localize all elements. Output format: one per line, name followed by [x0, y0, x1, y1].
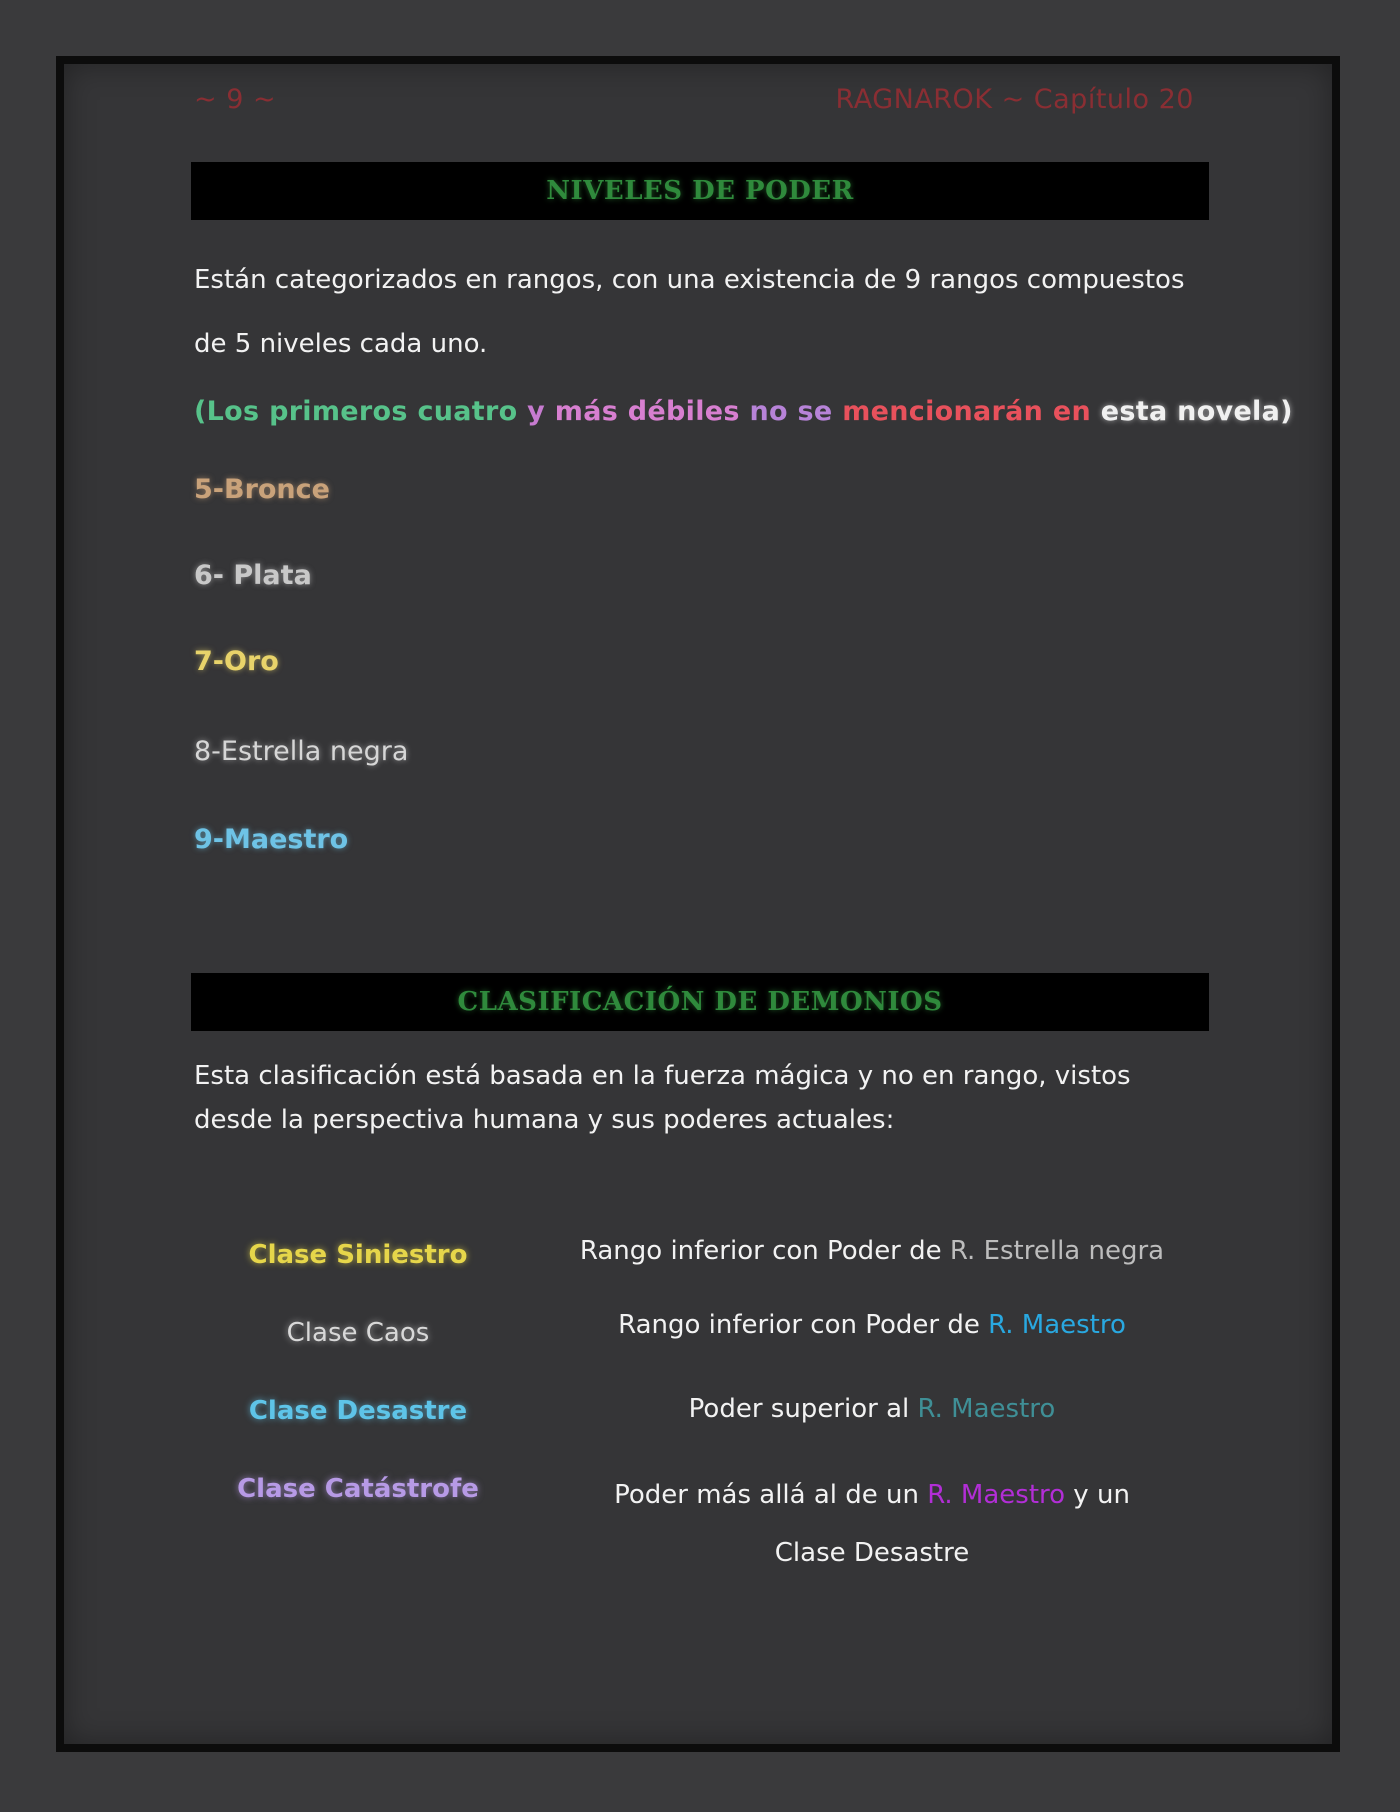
note-part-6: en — [1052, 396, 1101, 427]
desc-text: Poder superior al — [688, 1394, 918, 1424]
class-name: Clase Siniestro — [248, 1240, 468, 1270]
desc-text: Rango inferior con Poder de — [579, 1236, 950, 1266]
rank-item: 9-Maestro — [194, 824, 349, 855]
note-part-1: (Los primeros cuatro — [194, 396, 528, 427]
note-part-2: y — [527, 396, 555, 427]
desc-link: R. Maestro — [927, 1480, 1066, 1510]
page-number: ~ 9 ~ — [194, 84, 277, 115]
section-intro: Están categorizados en rangos, con una existencia de 9 rangos compuestos de 5 niveles cada uno. — [194, 265, 1185, 359]
rank-item: 8-Estrella negra — [194, 736, 409, 767]
desc-link: R. Maestro — [988, 1310, 1126, 1340]
note-part-5: mencionarán — [842, 396, 1053, 427]
class-description — [540, 1236, 1204, 1266]
class-name: Clase Catástrofe — [237, 1474, 479, 1504]
desc-text: Rango inferior con Poder de — [618, 1310, 989, 1340]
desc-text: Poder más allá al de un — [614, 1480, 928, 1510]
rank-item: 6- Plata — [194, 560, 312, 591]
section-title: CLASIFICACIÓN DE DEMONIOS — [457, 987, 943, 1017]
rank-item: 7-Oro — [194, 646, 279, 677]
rank-item: 5-Bronce — [194, 474, 330, 505]
desc-link: R. Estrella negra — [949, 1236, 1165, 1266]
class-name: Clase Caos — [286, 1318, 430, 1348]
section-title-bar — [191, 162, 1209, 220]
note-part-3: más débiles — [554, 396, 750, 427]
class-name: Clase Desastre — [248, 1396, 468, 1426]
desc-tail: y un Clase Desastre — [774, 1480, 1130, 1568]
section-intro: Esta clasificación está basada en la fuerza mágica y no en rango, vistos desde la perspectiva humana y sus poderes actuales: — [194, 1061, 1131, 1135]
class-description — [592, 1466, 1152, 1582]
note-part-4: no se — [749, 396, 843, 427]
class-description — [540, 1310, 1204, 1340]
note-part-7: esta novela) — [1100, 396, 1293, 427]
chapter-header: RAGNAROK ~ Capítulo 20 — [835, 84, 1194, 115]
desc-link: R. Maestro — [917, 1394, 1056, 1424]
section-title: NIVELES DE PODER — [546, 176, 854, 206]
class-description — [540, 1394, 1204, 1424]
section-note — [194, 396, 1293, 427]
section-title-bar — [191, 973, 1209, 1031]
